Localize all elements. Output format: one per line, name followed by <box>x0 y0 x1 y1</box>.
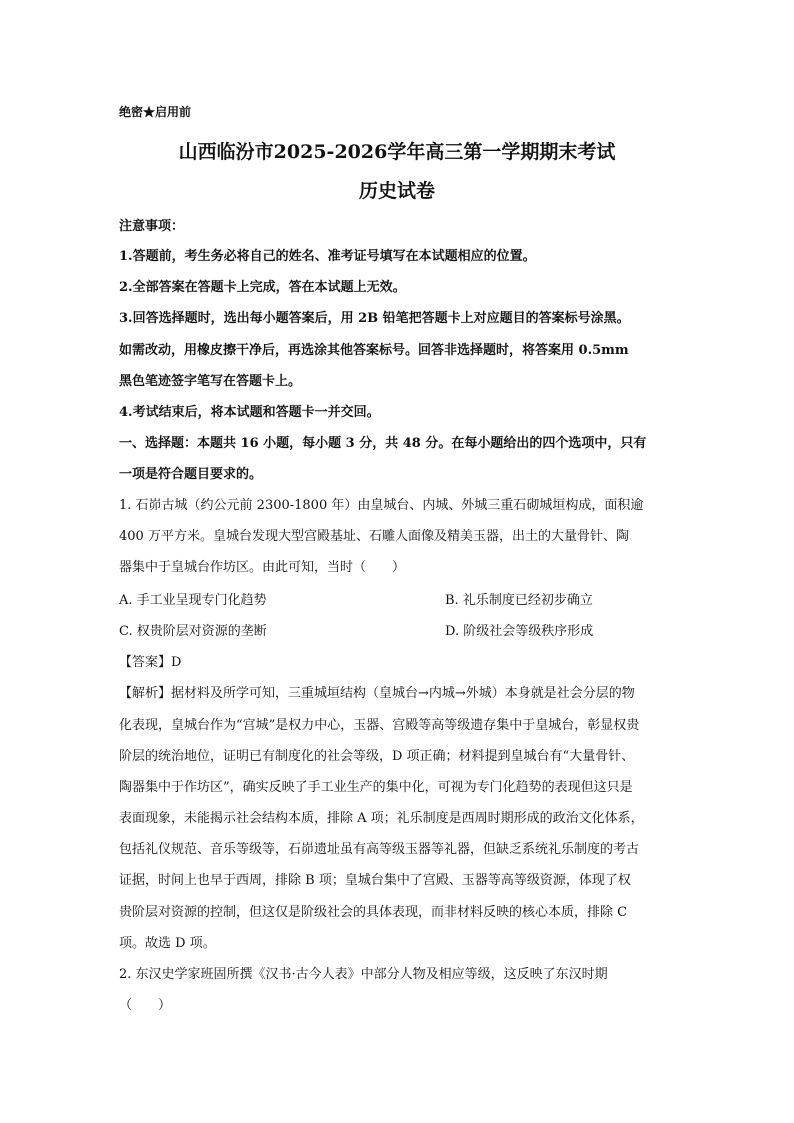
exam-subtitle: 历史试卷 <box>358 180 435 202</box>
question-1-analysis: 【解析】据材料及所学可知，三重城垣结构（皇城台→内城→外城）本身就是社会分层的物 <box>119 686 635 701</box>
question-1-analysis: 陶器集中于作坊区”，确实反映了手工业生产的集中化，可视为专门化趋势的表现但这只是 <box>119 780 633 795</box>
note-line: 2.全部答案在答题卡上完成，答在本试题上无效。 <box>119 280 406 295</box>
question-1-analysis: 阶层的统治地位，证明已有制度化的社会等级，D 项正确；材料提到皇城台有“大量骨针、 <box>119 749 635 764</box>
question-1-stem: 1. 石峁古城（约公元前 2300-1800 年）由皇城台、内城、外城三重石砌城垣构成，面积逾 <box>119 498 644 513</box>
note-line: 4.考试结束后，将本试题和答题卡一并交回。 <box>119 405 380 420</box>
confidential-mark: 绝密★启用前 <box>119 105 192 119</box>
question-1-analysis: 证据，时间上也早于西周，排除 B 项；皇城台集中了宫殿、玉器等高等级资源，体现了权 <box>119 873 631 888</box>
question-1-answer: 【答案】D <box>119 655 182 670</box>
note-line: 黑色笔迹签字笔写在答题卡上。 <box>119 374 302 389</box>
notes-heading: 注意事项： <box>119 219 185 234</box>
question-1-analysis: 项。故选 D 项。 <box>119 936 216 951</box>
exam-title: 山西临汾市2025-2026学年高三第一学期期末考试 <box>178 141 616 163</box>
question-1-analysis: 表面现象，未能揭示社会结构本质，排除 A 项；礼乐制度是西周时期形成的政治文化体系， <box>119 811 644 826</box>
note-line: 如需改动，用橡皮擦干净后，再选涂其他答案标号。回答非选择题时，将答案用 0.5mm <box>119 343 629 358</box>
question-1-analysis: 包括礼仪规范、音乐等级等，石峁遗址虽有高等级玉器等礼器，但缺乏系统礼乐制度的考古 <box>119 842 640 857</box>
section-heading: 一、选择题：本题共 16 小题，每小题 3 分，共 48 分。在每小题给出的四个选项中，只有 <box>119 436 647 451</box>
question-2-stem: 2. 东汉史学家班固所撰《汉书·古今人表》中部分人物及相应等级，这反映了东汉时期 <box>119 967 608 982</box>
question-1-option-a: A. 手工业呈现专门化趋势 <box>119 593 267 608</box>
section-heading-cont: 一项是符合题目要求的。 <box>119 467 263 482</box>
question-1-option-b: B. 礼乐制度已经初步确立 <box>445 593 593 608</box>
question-1-option-c: C. 权贵阶层对资源的垄断 <box>119 624 267 639</box>
question-1-analysis: 贵阶层对资源的控制，但这仅是阶级社会的具体表现，而非材料反映的核心本质，排除 C <box>119 905 628 920</box>
question-1-stem: 器集中于皇城台作坊区。由此可知，当时（ ） <box>119 560 406 575</box>
question-1-analysis: 化表现，皇城台作为“宫城”是权力中心，玉器、宫殿等高等级遗存集中于皇城台，彰显权贵 <box>119 718 640 733</box>
question-2-stem: （ ） <box>119 998 172 1013</box>
question-1-stem: 400 万平方米。皇城台发现大型宫殿基址、石雕人面像及精美玉器，出土的大量骨针、陶 <box>119 529 629 544</box>
note-line: 1.答题前，考生务必将自己的姓名、准考证号填写在本试题相应的位置。 <box>119 249 536 264</box>
note-line: 3.回答选择题时，选出每小题答案后，用 2B 铅笔把答题卡上对应题目的答案标号涂黑。 <box>119 311 630 326</box>
question-1-option-d: D. 阶级社会等级秩序形成 <box>445 624 594 639</box>
